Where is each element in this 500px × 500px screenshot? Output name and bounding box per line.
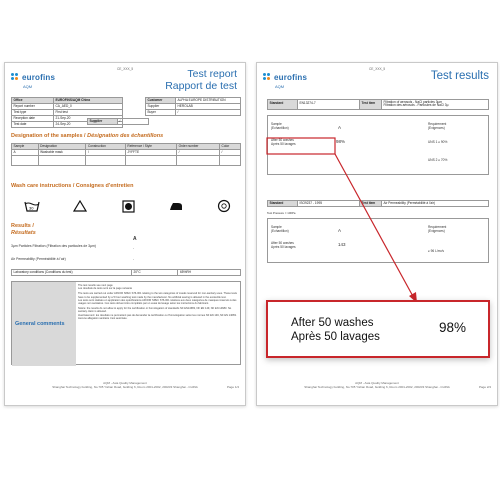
- footer-line: Shanghai Technology building, No.705 Yishan Road, building 6, Room 2001-2002, 200233 Shanghai - CHINA: [52, 385, 198, 389]
- logo-text: eurofins: [274, 73, 308, 82]
- logo-subtitle: AQM: [275, 84, 285, 89]
- sample-cell: JYFFTE: [125, 149, 176, 155]
- page-number: Page 2/4: [478, 385, 491, 389]
- lab-temperature: 20°C: [132, 270, 178, 276]
- sample-cell: /: [86, 149, 125, 155]
- sample-column: A: [338, 125, 342, 130]
- sample-header: Reference / Style: [125, 144, 176, 150]
- requirement-label: Requirement: [428, 225, 447, 229]
- comment-line: Les tests sont réalisés en application des spécifications AFNOR SPEC S76-001 relatives aux deux catégories de masques réservés à des usages non sanitaires. Ces tests doivent être complétés par un essai de lavage selon les instructions du fabricant.: [78, 298, 237, 306]
- results-title-fr: Résultats: [11, 230, 36, 236]
- comment-line: Les résultats de tests sont sur la page suivante: [78, 287, 133, 291]
- test-item-en: Filtration of aerosols - NaCl particles 3µm: [383, 99, 443, 104]
- footer-line: AQM - Asia Quality Management: [355, 381, 399, 385]
- supplier-value: HEROLAB: [176, 103, 241, 109]
- info-label: Office: [12, 98, 54, 104]
- test-item-label: Test item: [360, 100, 382, 110]
- document-ref: CE_XXX_5: [369, 67, 386, 71]
- info-value: 21-Sep-20: [54, 115, 123, 121]
- row-value: 98%: [336, 139, 346, 144]
- zoom-label-en: After 50 washes: [291, 317, 374, 329]
- row-value: 143: [338, 242, 346, 247]
- general-comments-label: General comments: [12, 282, 76, 366]
- care-title: Wash care instructions / Consignes d'entretien: [11, 183, 134, 189]
- sample-header: Construction: [86, 144, 125, 150]
- sample-cell: /: [220, 149, 241, 155]
- zoom-value: 98%: [438, 320, 466, 335]
- comment-line: Avertissement: les résultats ne permettent pas de demander la certification ou l'homologation selon les normes NF EN 149, NF EN 14683. Aucune allégation sanitaire n'est autorisée.: [78, 313, 237, 320]
- zoom-callout: [266, 300, 490, 358]
- customer-value: ALPHA EUROPE DISTRIBUTION: [176, 98, 241, 104]
- page-number: Page 1/4: [226, 385, 239, 389]
- page-title: Test results: [430, 70, 489, 82]
- row-label-en: After 50 washes: [271, 241, 294, 245]
- uns2-requirement: UNS 2 ≥ 70%: [428, 158, 448, 162]
- results-title-en: Results /: [11, 223, 34, 229]
- info-label: Test date: [12, 121, 54, 127]
- page-title: Test report: [187, 68, 237, 80]
- supplier-header-value: /: [118, 119, 149, 125]
- requirement-label-fr: (Exigences): [428, 229, 445, 233]
- footer-line: Shanghai Technology building, No.705 Yishan Road, building 6, Room 2001-2002, 200233 Shanghai - CHINA: [304, 385, 450, 389]
- info-label: Report number: [12, 103, 54, 109]
- test-item-fr: Filtration des aérosols - Particules de NaCl 3µ: [383, 103, 449, 108]
- air-permeability-requirement: ≥ 96 L/m²/s: [428, 249, 444, 253]
- sample-label-fr: (Echantillon): [271, 229, 289, 233]
- logo-text: eurofins: [22, 73, 56, 82]
- row-label-en: After 50 washes: [271, 138, 294, 142]
- svg-text:30: 30: [29, 205, 34, 211]
- results-row-label: 3µm Particles Filtration (Filtration des particules de 3µm): [11, 244, 96, 248]
- requirement-label-fr: (Exigences): [428, 126, 445, 130]
- sample-label: Sample: [271, 122, 282, 126]
- sample-column: A: [338, 228, 342, 233]
- standard-label: Standard: [268, 201, 298, 207]
- comment-line: Notice: the results do not allow to apply for the certification or homologation of standards NF EN14683, NF EN 149, NF EN 14683. No sanitary claim is allowed.: [78, 307, 232, 314]
- lab-conditions-label: Laboratory conditions (Conditions du test): [12, 270, 132, 276]
- info-value: EUROFINS/AQM China: [54, 98, 123, 104]
- sample-header: Order number: [177, 144, 220, 150]
- test-item-label: Test item: [360, 201, 382, 207]
- customer-label: Customer: [146, 98, 176, 104]
- highlight-arrow-line: [335, 154, 415, 300]
- buyer-label: Buyer: [146, 109, 176, 115]
- test-pressure: Test Pressure = 100Pa: [267, 211, 296, 215]
- logo-subtitle: AQM: [23, 84, 33, 89]
- sample-cell: /: [177, 149, 220, 155]
- document-ref: CE_XXX_5: [117, 67, 134, 71]
- sample-header: Sample: [12, 144, 39, 150]
- standard-value: EN13274-7: [298, 100, 360, 110]
- info-label: Reception date: [12, 115, 54, 121]
- info-value: First test: [54, 109, 123, 115]
- row-label-fr: Après 50 lavages: [271, 142, 296, 146]
- results-row-value: -: [133, 257, 135, 261]
- standard-value: ISO9237 - 1995: [298, 201, 360, 207]
- info-value: 24-Sep-20: [54, 121, 123, 127]
- standard-label: Standard: [268, 100, 298, 110]
- results-column-header: A: [133, 236, 137, 242]
- footer-line: AQM - Asia Quality Management: [103, 381, 147, 385]
- comment-line: The tests are carried out under AFNOR SPEC S76-001 relating to the two categories of masks reserved for non-sanitary uses. These tests have to be supplemented by a 5 hour washing test made by the manufacturer. No artificial sewing is allowed in the ecotextile test.: [78, 292, 237, 299]
- test-item-value: Air Permeability (Perméabilité à l'air): [382, 201, 489, 207]
- buyer-value: /: [176, 109, 241, 115]
- highlight-source-box: [267, 138, 335, 154]
- requirement-label: Requirement: [428, 122, 447, 126]
- uns1-requirement: UNS 1 ≥ 90%: [428, 140, 448, 144]
- info-label: Test type: [12, 109, 54, 115]
- designation-title-en: Designation of the samples /: [11, 133, 88, 139]
- zoom-label-fr: Après 50 lavages: [291, 331, 380, 343]
- row-label-fr: Après 50 lavages: [271, 245, 296, 249]
- page-subtitle: Rapport de test: [165, 80, 237, 92]
- comment-line: The test results see next page: [78, 284, 113, 287]
- results-row-value: -: [133, 246, 135, 250]
- sample-label-fr: (Echantillon): [271, 126, 289, 130]
- sample-label: Sample: [271, 225, 282, 229]
- sample-cell: Washable mask: [38, 149, 86, 155]
- sample-header: Designation: [38, 144, 86, 150]
- zoom-label: [291, 316, 380, 344]
- lab-humidity: 65%RH: [178, 270, 241, 276]
- supplier-label: Supplier: [146, 103, 176, 109]
- info-value: CA_AED_0: [54, 103, 123, 109]
- sample-header: Color: [220, 144, 241, 150]
- sample-cell: A: [12, 149, 39, 155]
- designation-title-fr: Désignation des échantillons: [87, 133, 164, 139]
- supplier-header: Supplier: [88, 119, 118, 125]
- results-row-label: Air Permeability (Perméabilité à l'air): [11, 257, 66, 261]
